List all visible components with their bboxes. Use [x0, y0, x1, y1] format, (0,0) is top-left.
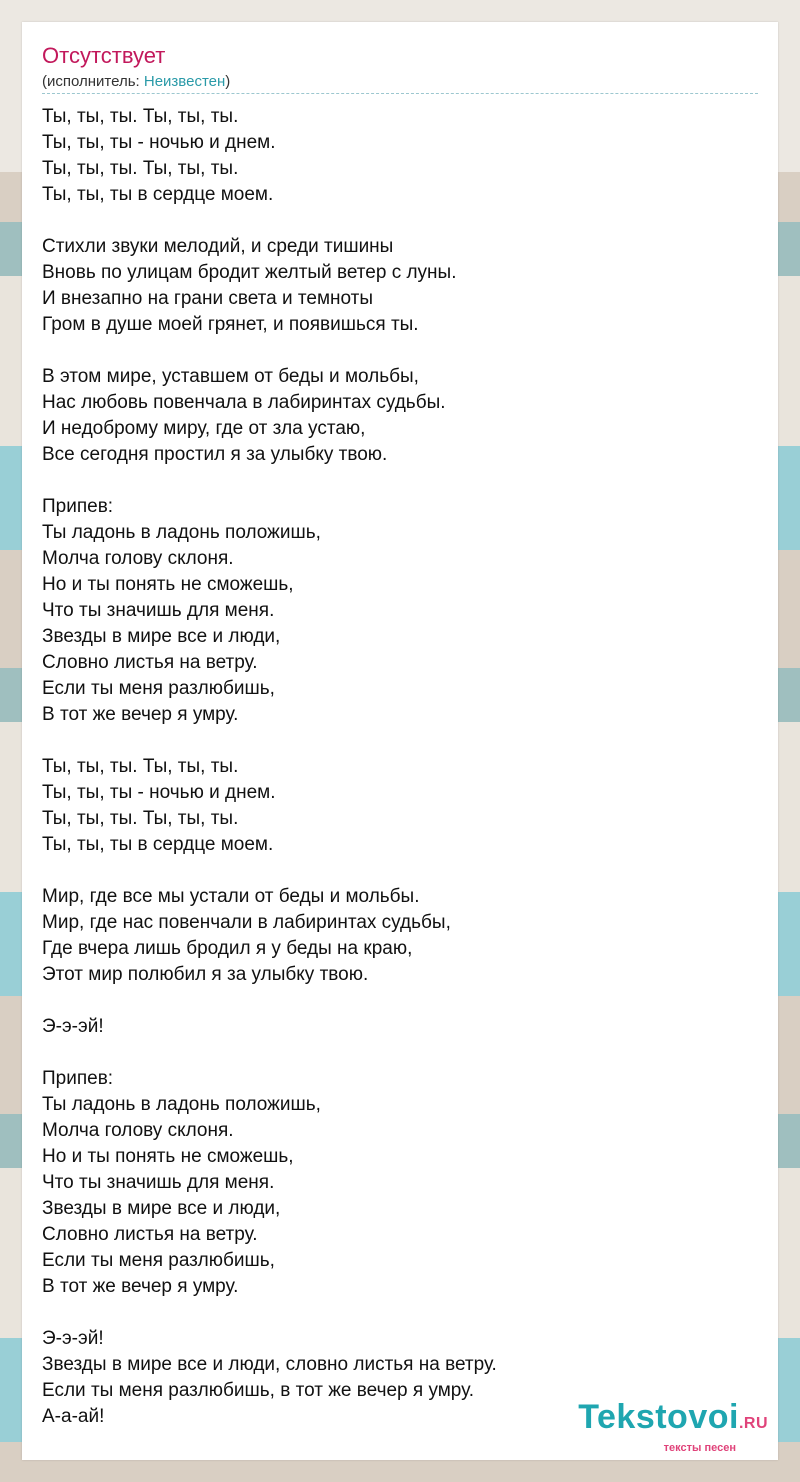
lyric-line: Ты, ты, ты в сердце моем.: [42, 834, 274, 855]
logo-tagline: тексты песен: [663, 1442, 736, 1454]
lyric-line: Молча голову склоня.: [42, 1120, 234, 1141]
lyric-line: Ты, ты, ты. Ты, ты, ты.: [42, 158, 239, 179]
logo-name: Tekstovoi: [578, 1398, 739, 1436]
lyric-line: Словно листья на ветру.: [42, 1224, 258, 1245]
lyric-line: Звезды в мире все и люди,: [42, 1198, 281, 1219]
lyric-line: [42, 208, 758, 234]
lyric-line: [42, 1040, 758, 1066]
lyric-line: А-а-ай!: [42, 1406, 105, 1427]
lyric-line: Ты, ты, ты. Ты, ты, ты.: [42, 756, 239, 777]
lyrics-text: [42, 104, 758, 1430]
lyric-line: Звезды в мире все и люди, словно листья на ветру.: [42, 1354, 497, 1375]
lyric-line: Но и ты понять не сможешь,: [42, 574, 294, 595]
lyric-line: В этом мире, уставшем от беды и мольбы,: [42, 366, 419, 387]
lyric-line: Звезды в мире все и люди,: [42, 626, 281, 647]
artist-prefix: (исполнитель:: [42, 73, 144, 90]
lyric-line: Ты, ты, ты в сердце моем.: [42, 184, 274, 205]
lyric-line: Вновь по улицам бродит желтый ветер с луны.: [42, 262, 457, 283]
lyric-line: Припев:: [42, 496, 114, 517]
lyric-line: Ты, ты, ты. Ты, ты, ты.: [42, 808, 239, 829]
lyric-line: Где вчера лишь бродил я у беды на краю,: [42, 938, 413, 959]
logo-tld: .RU: [738, 1415, 768, 1432]
lyric-line: Что ты значишь для меня.: [42, 600, 275, 621]
lyric-line: Припев:: [42, 1068, 114, 1089]
lyric-line: [42, 1300, 758, 1326]
lyric-line: [42, 728, 758, 754]
lyric-line: Ты, ты, ты - ночью и днем.: [42, 132, 276, 153]
lyric-line: [42, 468, 758, 494]
song-title: Отсутствует: [42, 43, 166, 68]
lyric-line: Ты, ты, ты - ночью и днем.: [42, 782, 276, 803]
lyric-line: Э-э-эй!: [42, 1328, 104, 1349]
artist-suffix: ): [225, 73, 231, 90]
lyric-line: Э-э-эй!: [42, 1016, 104, 1037]
lyric-line: И внезапно на грани света и темноты: [42, 288, 374, 309]
site-logo[interactable]: [578, 1399, 768, 1454]
lyric-line: Что ты значишь для меня.: [42, 1172, 275, 1193]
logo-wordmark: [578, 1399, 768, 1442]
lyric-line: [42, 858, 758, 884]
lyric-line: В тот же вечер я умру.: [42, 1276, 239, 1297]
lyric-line: Ты ладонь в ладонь положишь,: [42, 1094, 321, 1115]
lyric-line: [42, 338, 758, 364]
artist-line: [42, 72, 230, 92]
lyric-line: И недоброму миру, где от зла устаю,: [42, 418, 366, 439]
lyrics-card: [22, 22, 778, 1460]
header-divider: [42, 93, 758, 94]
lyric-line: Если ты меня разлюбишь,: [42, 1250, 275, 1271]
lyric-line: Нас любовь повенчала в лабиринтах судьбы.: [42, 392, 446, 413]
lyric-line: В тот же вечер я умру.: [42, 704, 239, 725]
lyric-line: Ты ладонь в ладонь положишь,: [42, 522, 321, 543]
lyric-line: Молча голову склоня.: [42, 548, 234, 569]
lyric-line: Если ты меня разлюбишь,: [42, 678, 275, 699]
artist-link[interactable]: Неизвестен: [143, 73, 226, 90]
lyric-line: Гром в душе моей грянет, и появишься ты.: [42, 314, 419, 335]
lyric-line: Мир, где все мы устали от беды и мольбы.: [42, 886, 420, 907]
lyric-line: Если ты меня разлюбишь, в тот же вечер я умру.: [42, 1380, 475, 1401]
lyric-line: Но и ты понять не сможешь,: [42, 1146, 294, 1167]
lyric-line: Стихли звуки мелодий, и среди тишины: [42, 236, 394, 257]
lyric-line: Все сегодня простил я за улыбку твою.: [42, 444, 388, 465]
lyric-line: Ты, ты, ты. Ты, ты, ты.: [42, 106, 239, 127]
lyric-line: Этот мир полюбил я за улыбку твою.: [42, 964, 369, 985]
lyric-line: [42, 988, 758, 1014]
lyric-line: Словно листья на ветру.: [42, 652, 258, 673]
lyric-line: Мир, где нас повенчали в лабиринтах судьбы,: [42, 912, 451, 933]
